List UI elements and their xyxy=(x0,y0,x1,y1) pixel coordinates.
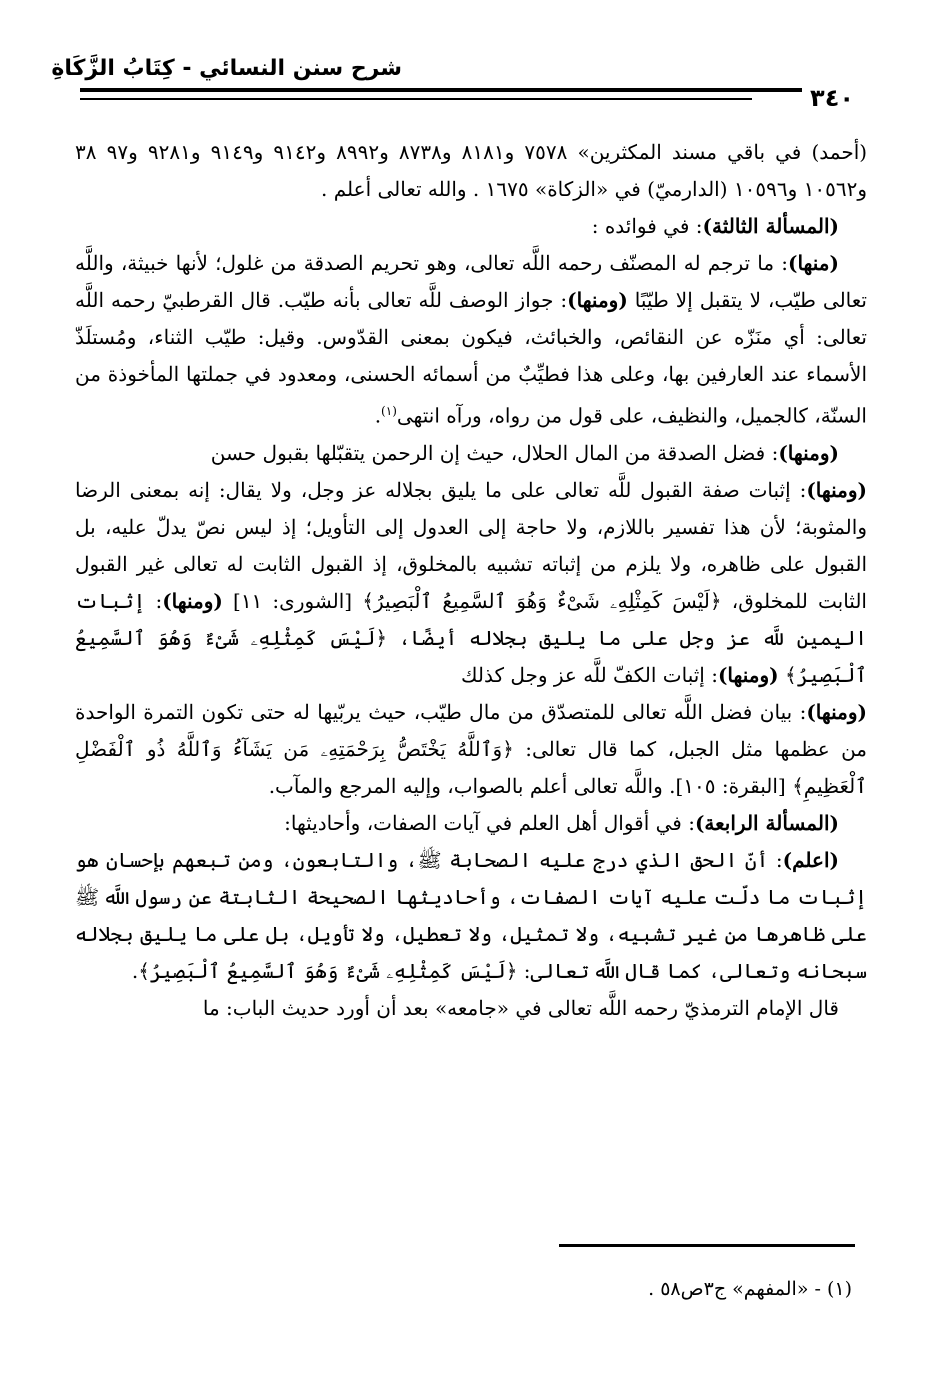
benefit-marker: (ومنها) xyxy=(162,588,223,613)
paragraph-benefit-4 xyxy=(75,694,867,805)
paragraph-benefit-2 xyxy=(75,435,867,472)
quran-verse: ﴿لَيْسَ كَمِثْلِهِۦ شَىْءٌ وَهُوَ ٱلسَّمِيعُ ٱلْبَصِيرُ﴾ xyxy=(362,588,722,613)
paragraph-text: : إثبات صفة القبول للَّه تعالى على ما يليق بجلاله عز وجل، ولا يقال: إنه بمعنى الرضا والمثوبة؛ لأن هذا تفسير باللازم، ولا حاجة إلى العدول إلى التأويل؛ إذ ليس نصّ يدلّ عليه، بل القبول على ظاهره، ولا يلزم من إثباته تشبيه بالمخلوق، إذ القبول الثابت له تعالى غير القبول الثابت للمخلوق، xyxy=(75,477,867,613)
paragraph-text: : إثبات الكفّ للَّه عز وجل كذلك xyxy=(461,662,718,687)
paragraph-text: : في فوائده : xyxy=(591,214,703,238)
paragraph-text: . واللَّه تعالى أعلم بالصواب، وإليه المرجع والمآب. xyxy=(268,773,676,798)
page-number: ٣٤٠ xyxy=(802,84,862,112)
quran-verse: ﴿لَيْسَ كَمِثْلِهِۦ شَىْءٌ وَهُوَ ٱلسَّمِيعُ ٱلْبَصِيرُ﴾ xyxy=(75,625,867,687)
header-rule-thin xyxy=(80,98,752,100)
paragraph-text: : بيان فضل اللَّه تعالى للمتصدّق من مال طيّب، حيث يربّيها له حتى تكون التمرة الواحدة من عظمها مثل الجبل، كما قال تعالى: xyxy=(75,699,868,761)
paragraph-text: : في أقوال أهل العلم في آيات الصفات، وأحاديثها: xyxy=(284,810,695,835)
benefit-marker: (منها) xyxy=(788,251,839,275)
paragraph-benefit-3 xyxy=(75,472,867,694)
paragraph-fourth-issue xyxy=(75,805,867,842)
main-text xyxy=(75,134,867,1027)
footnote: (١) - «المفهم» ج٣ص٥٨ . xyxy=(648,1278,852,1300)
benefit-marker: (ومنها) xyxy=(806,477,867,502)
issue-heading: (المسألة الرابعة) xyxy=(694,810,839,835)
paragraph-text: . xyxy=(131,958,139,983)
paragraph-text: : جواز الوصف للَّه تعالى بأنه طيّب. قال القرطبيّ رحمه اللَّه تعالى: أي منَزّه عن النقائص، والخبائث، فيكون بمعنى القدّوس. وقيل: طيّب الثناء، ومُستلَذّ الأسماء عند العارفين بها، وعلى هذا فطيِّبٌ من أسمائه الحسنى، ومعدود في جملتها المأخوذة من السنّة، كالجميل، والنظيف، على قول من رواه، ورآه انتهى xyxy=(75,288,867,428)
benefit-marker: (ومنها) xyxy=(778,440,839,465)
paragraph-third-issue xyxy=(75,208,867,245)
verse-reference: [البقرة: ١٠٥] xyxy=(675,773,786,798)
quran-verse: ﴿وَٱللَّهُ يَخْتَصُّ بِرَحْمَتِهِۦ مَن يَشَآءُ وَٱللَّهُ ذُو ٱلْفَضْلِ ٱلْعَظِيمِ﴾ xyxy=(75,736,867,798)
benefit-marker: (ومنها) xyxy=(806,699,867,724)
issue-heading: (المسألة الثالثة) xyxy=(702,214,839,238)
paragraph-text: : ما ترجم له المصنّف رحمه اللَّه تعالى، وهو تحريم الصدقة من غلول؛ لأنها خبيثة، واللَّه تعالى طيّب، لا يتقبل إلا طيّبًا xyxy=(75,251,867,312)
benefit-marker: (ومنها) xyxy=(717,662,779,687)
benefit-marker: (ومنها) xyxy=(567,288,628,312)
paragraph-text: : فضل الصدقة من المال الحلال، حيث إن الرحمن يتقبّلها بقبول حسن xyxy=(210,440,779,465)
footnote-ref: (١) xyxy=(381,404,397,418)
paragraph-tirmidhi: قال الإمام الترمذيّ رحمه اللَّه تعالى في «جامعه» بعد أن أورد حديث الباب: ما xyxy=(202,995,839,1020)
paragraph-text: : إثبات اليمين للَّه عز وجل على ما يليق بجلاله أيضًا، xyxy=(75,588,868,650)
paragraph-benefit-1 xyxy=(75,245,867,435)
verse-reference: [الشورى: ١١] xyxy=(233,588,353,613)
paragraph-text: . xyxy=(374,403,382,428)
footnote-separator xyxy=(559,1244,855,1247)
paragraph-references: (أحمد) في باقي مسند المكثرين» ٧٥٧٨ و٨١٨١ و٨٧٣٨ و٨٩٩٢ و٩١٤٢ و٩١٤٩ و٩٢٨١ و٩٧ ٣٨ و١٠٥٦٢ و١٠٥٩٦ (الدارميّ) في «الزكاة» ١٦٧٥ . والله تعالى أعلم . xyxy=(75,140,868,201)
paragraph-know xyxy=(75,842,867,990)
header-rule xyxy=(80,88,862,92)
quran-verse: ﴿لَيْسَ كَمِثْلِهِۦ شَىْءٌ وَهُوَ ٱلسَّمِيعُ ٱلْبَصِيرُ﴾ xyxy=(138,958,518,983)
paragraph-text: : أنّ الحق الذي درج عليه الصحابة ﷺ، والتابعون، ومن تبعهم بإحسان هو إثبات ما دلّت عليه آيات الصفات، وأحاديثها الصحيحة الثابتة عن رسول اللَّه ﷺ على ظاهرها من غير تشبيه، ولا تمثيل، ولا تعطيل، ولا تأويل، بل على ما يليق بجلاله سبحانه وتعالى، كما قال اللَّه تعالى: xyxy=(75,847,867,983)
know-marker: (اعلم) xyxy=(782,847,839,872)
running-header-title: شرح سنن النسائي - كِتَابُ الزَّكَاةِ xyxy=(51,56,402,81)
